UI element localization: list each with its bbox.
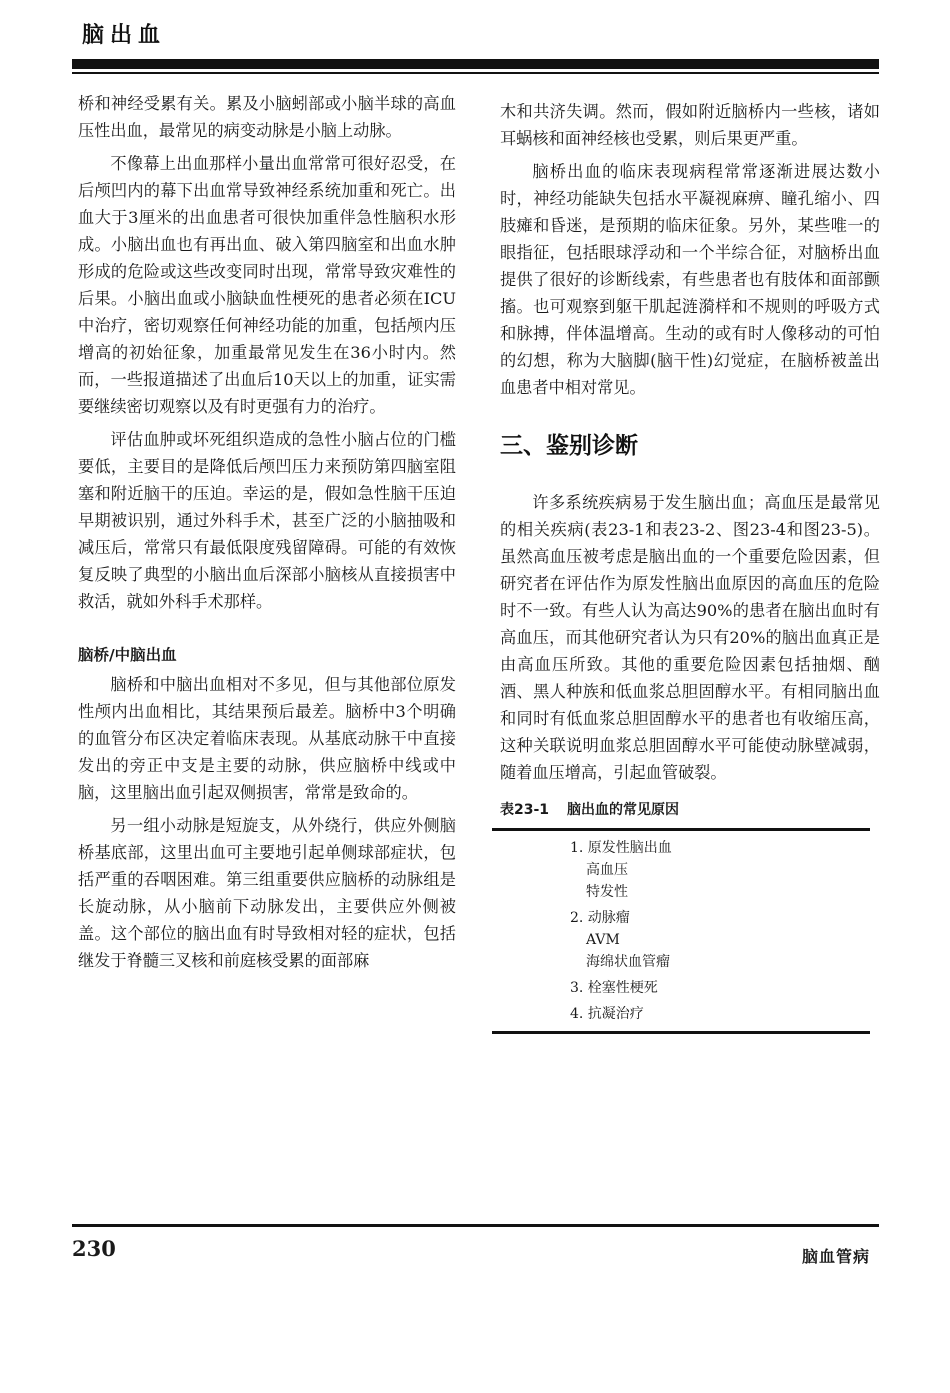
left-column <box>78 90 456 974</box>
subsection-heading: 脑桥/中脑出血 <box>78 646 177 664</box>
table-number: 表23-1 <box>500 802 550 818</box>
table-caption <box>500 800 880 820</box>
table-row: AVM <box>586 932 620 948</box>
table-row: 高血压 <box>586 862 628 878</box>
paragraph: 不像幕上出血那样小量出血常常可很好忍受，在后颅凹内的幕下出血常导致神经系统加重和死亡。出血大于3厘米的出血患者可很快加重伴急性脑积水形成。小脑出血也有再出血、破入第四脑室和出血水肿形成的危险或这些改变同时出现，常常导致灾难性的后果。小脑出血或小脑缺血性梗死的患者必须在ICU中治疗，密切观察任何神经功能的加重，包括颅内压增高的初始征象，加重最常见发生在36小时内。然而，一些报道描述了出血后10天以上的加重，证实需要继续密切观察以及有时更强有力的治疗。 <box>78 154 456 416</box>
header-rule-thick <box>72 59 879 69</box>
header-rule-thin <box>72 72 879 74</box>
paragraph: 脑桥出血的临床表现病程常常逐渐进展达数小时，神经功能缺失包括水平凝视麻痹、瞳孔缩小、四肢瘫和昏迷，是预期的临床征象。另外，某些唯一的眼指征，包括眼球浮动和一个半综合征，对脑桥出血提供了很好的诊断线索，有些患者也有肢体和面部颤搐。也可观察到躯干肌起涟漪样和不规则的呼吸方式和脉搏，伴体温增高。生动的或有时人像移动的可怕的幻想，称为大脑脚(脑干性)幻觉症，在脑桥被盖出血患者中相对常见。 <box>500 162 880 397</box>
paragraph: 评估血肿或坏死组织造成的急性小脑占位的门槛要低，主要目的是降低后颅凹压力来预防第四脑室阻塞和附近脑干的压迫。幸运的是，假如急性脑干压迫早期被识别，通过外科手术，甚至广泛的小脑抽吸和减压后，常常只有最低限度残留障碍。可能的有效恢复反映了典型的小脑出血后深部小脑核从直接损害中救活，就如外科手术那样。 <box>78 430 456 611</box>
page-number: 230 <box>72 1236 116 1261</box>
table-row: 海绵状血管瘤 <box>586 954 670 970</box>
footer-section-title: 脑血管病 <box>801 1247 870 1266</box>
table-row: 1. 原发性脑出血 <box>570 840 672 856</box>
section-heading: 三、鉴别诊断 <box>500 433 638 459</box>
table-rule-top <box>492 828 870 831</box>
paragraph: 木和共济失调。然而，假如附近脑桥内一些核，诸如耳蜗核和面神经核也受累，则后果更严重。 <box>500 102 880 148</box>
running-header-title: 脑出血 <box>82 23 167 48</box>
footer-rule <box>72 1224 879 1227</box>
paragraph: 脑桥和中脑出血相对不多见，但与其他部位原发性颅内出血相比，其结果预后最差。脑桥中3个明确的血管分布区决定着临床表现。从基底动脉干中直接发出的旁正中支是主要的动脉，供应脑桥中线或中脑，这里脑出血引起双侧损害，常常是致命的。 <box>78 675 456 802</box>
table-rule-bottom <box>492 1031 870 1034</box>
table-row: 4. 抗凝治疗 <box>570 1006 644 1022</box>
right-column <box>500 98 880 1034</box>
paragraph: 许多系统疾病易于发生脑出血；高血压是最常见的相关疾病(表23-1和表23-2、图23-4和图23-5)。虽然高血压被考虑是脑出血的一个重要危险因素，但研究者在评估作为原发性脑出血原因的高血压的危险时不一致。有些人认为高达90%的患者在脑出血时有高血压，而其他研究者认为只有20%的脑出血真正是由高血压所致。其他的重要危险因素包括抽烟、酗酒、黑人种族和低血浆总胆固醇水平。有相同脑出血和同时有低血浆总胆固醇水平的患者也有收缩压高，这种关联说明血浆总胆固醇水平可能使动脉壁减弱，随着血压增高，引起血管破裂。 <box>500 493 880 782</box>
table-row: 3. 栓塞性梗死 <box>570 980 658 996</box>
paragraph: 另一组小动脉是短旋支，从外绕行，供应外侧脑桥基底部，这里出血可主要地引起单侧球部症状，包括严重的吞咽困难。第三组重要供应脑桥的动脉组是长旋动脉，从小脑前下动脉发出，主要供应外侧被盖。这个部位的脑出血有时导致相对轻的症状，包括继发于脊髓三叉核和前庭核受累的面部麻 <box>78 816 456 970</box>
table-title: 脑出血的常见原因 <box>567 802 680 818</box>
table-row: 特发性 <box>586 884 628 900</box>
causes-table <box>570 837 880 1025</box>
paragraph: 桥和神经受累有关。累及小脑蚓部或小脑半球的高血压性出血，最常见的病变动脉是小脑上动脉。 <box>78 94 456 140</box>
table-row: 2. 动脉瘤 <box>570 910 630 926</box>
